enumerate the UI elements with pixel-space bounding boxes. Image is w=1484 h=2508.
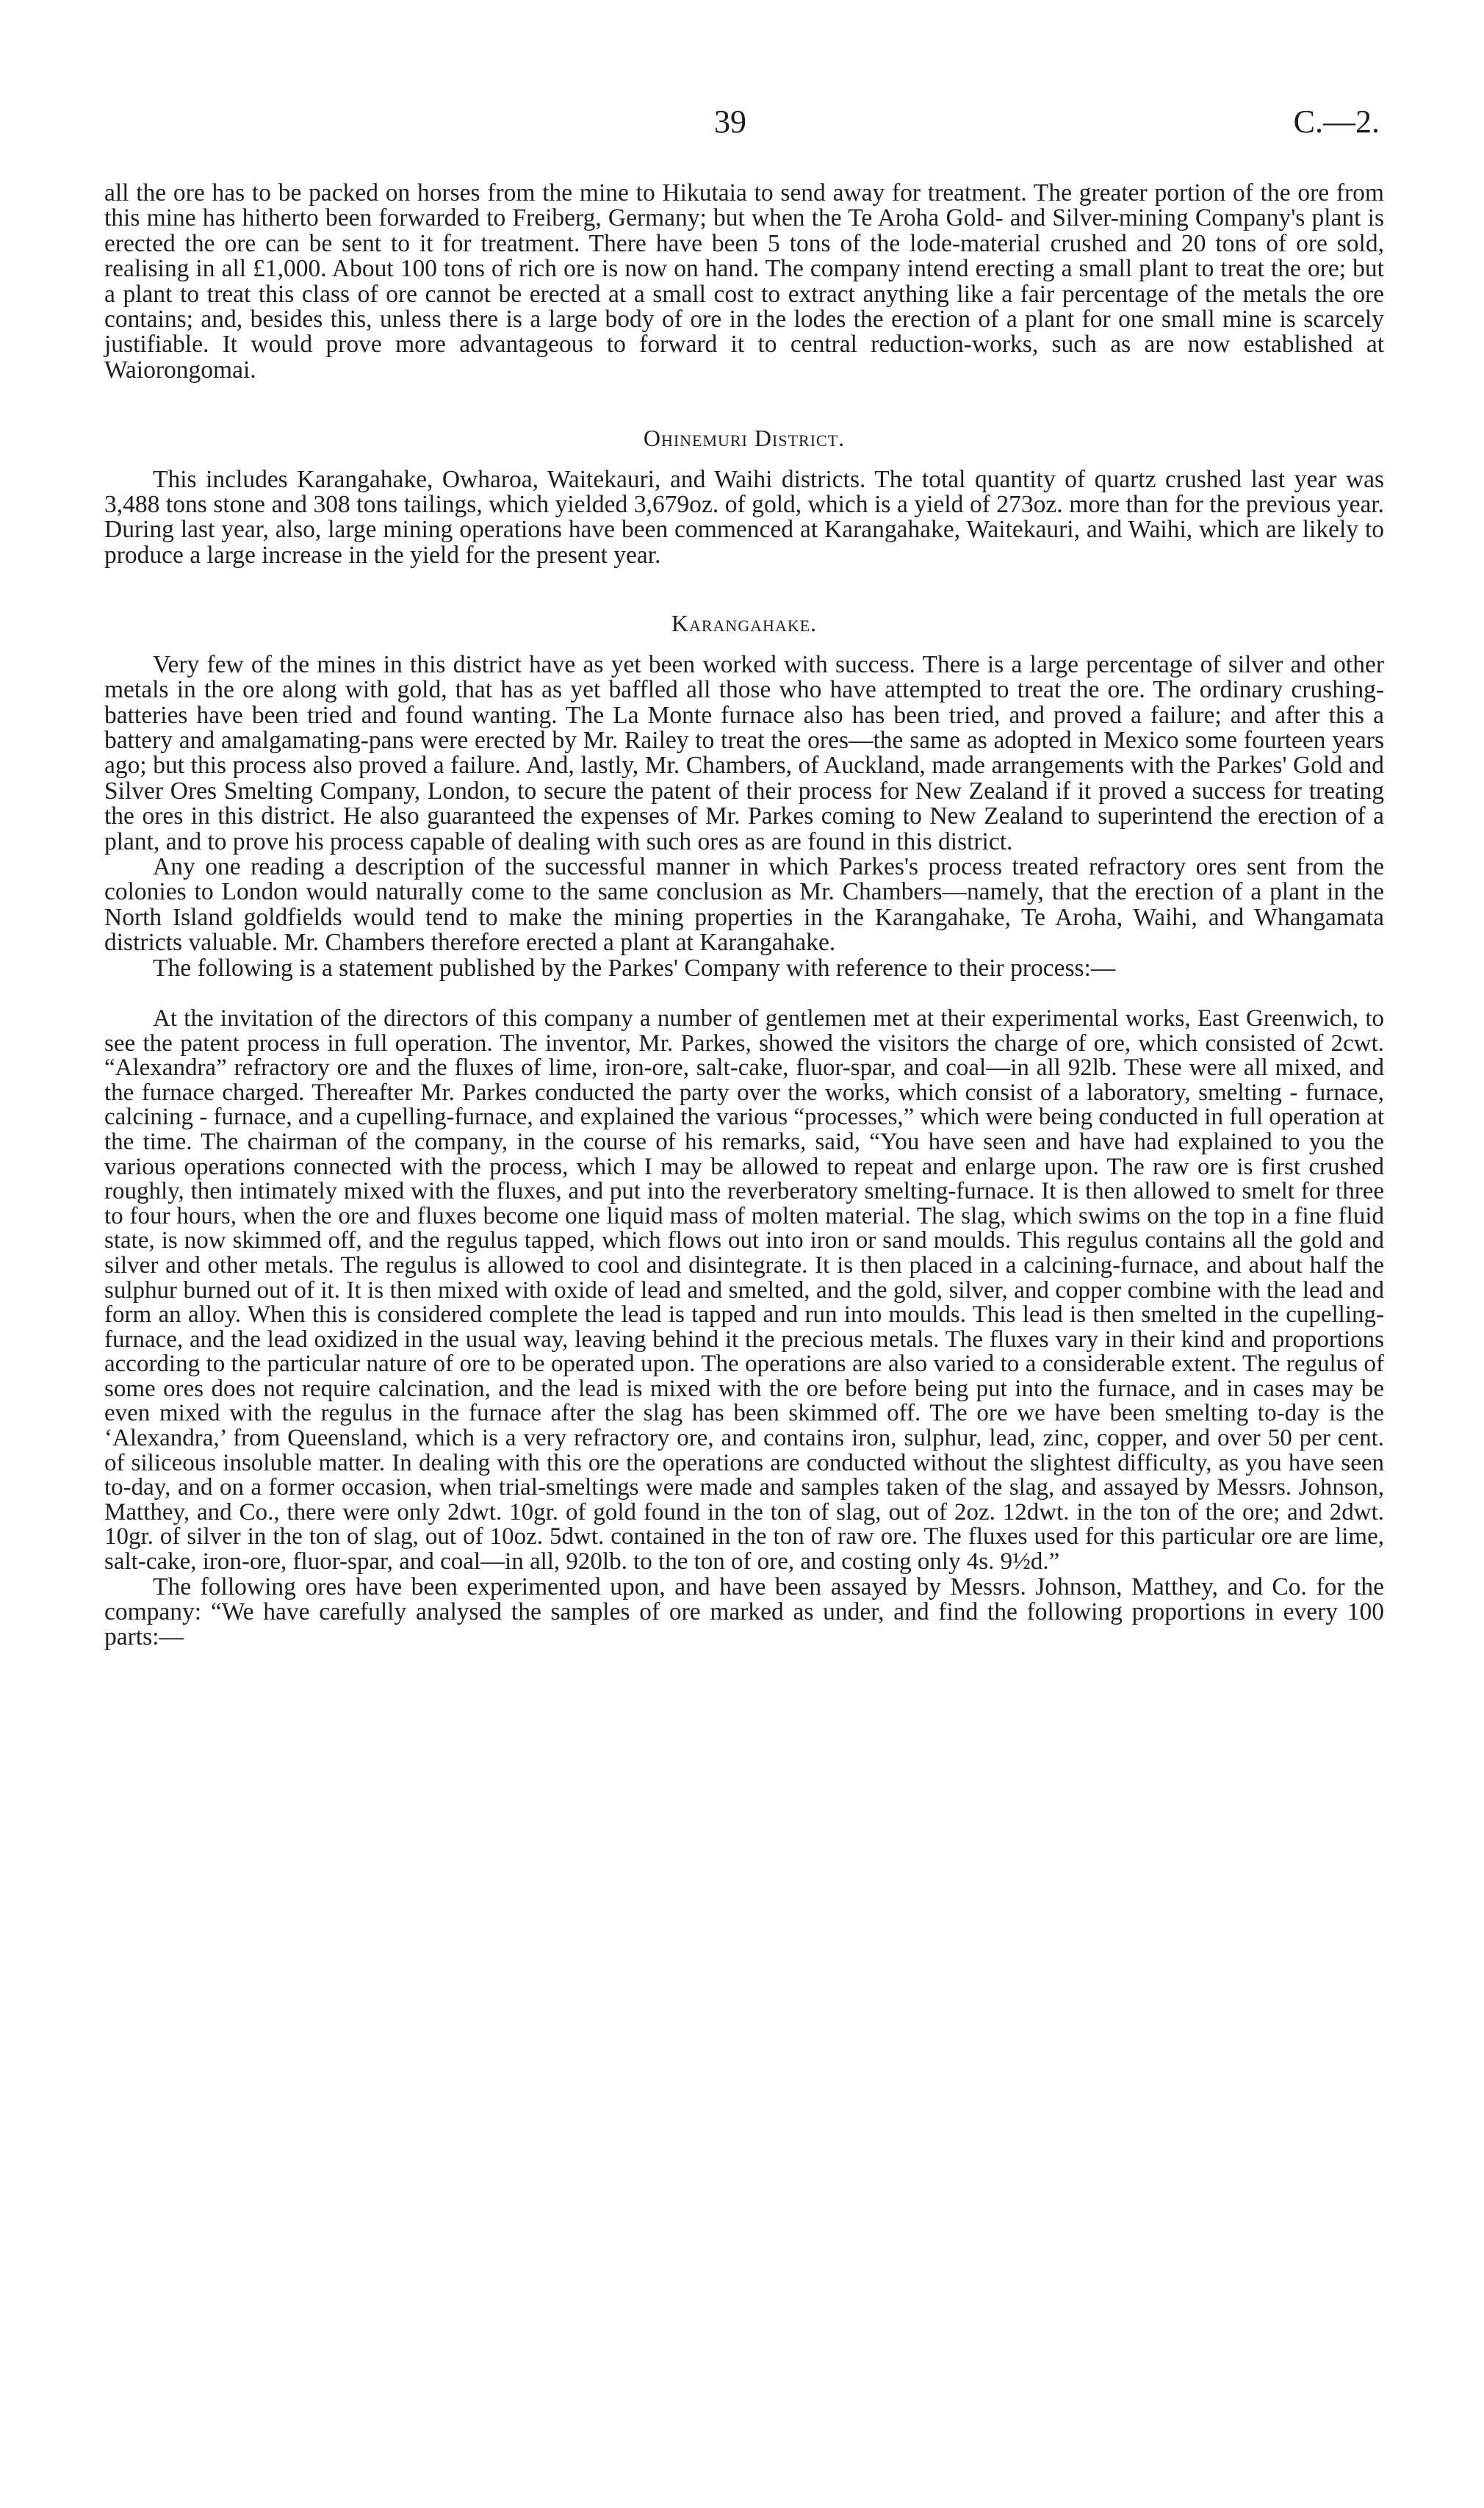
paragraph-karangahake-3: The following is a statement published by the Parkes' Company with reference to their process:—: [153, 954, 1116, 982]
paragraph-ohinemuri: This includes Karangahake, Owharoa, Waitekauri, and Waihi districts. The total quantity of quartz crushed last year was 3,488 tons stone and 308 tons tailings, which yielded 3,679oz. of gold, which is a yield of 273oz. more than for the previous year. During last year, also, large mining operations have been commenced at Karangahake, Waitekauri, and Waihi, which are likely to produce a large increase in the yield for the present year.: [104, 465, 1384, 569]
paragraph-intro: all the ore has to be packed on horses from the mine to Hikutaia to send away for treatment. The greater portion of the ore from this mine has hitherto been forwarded to Freiberg, Germany; but when the Te Aroha Gold- and Silver-mining Company's plant is erected the ore can be sent to it for treatment. There have been 5 tons of the lode-material crushed and 20 tons of ore sold, realising in all £1,000. About 100 tons of rich ore is now on hand. The company intend erecting a small plant to treat the ore; but a plant to treat this class of ore cannot be erected at a small cost to extract anything like a fair percentage of the metals the ore contains; and, besides this, unless there is a large body of ore in the lodes the erection of a plant for one small mine is scarcely justifiable. It would prove more advantageous to forward it to central reduction-works, such as are now established at Waiorongomai.: [104, 179, 1384, 384]
paragraph-assay-intro: The following ores have been experimented upon, and have been assayed by Messrs. Johnson, Matthey, and Co. for the company: “We have carefully analysed the samples of ore marked as under, and find the following proportions in every 100 parts:—: [104, 1573, 1384, 1651]
page-header: [0, 103, 1484, 154]
heading-karangahake: Karangahake.: [671, 610, 818, 637]
page-reference: C.—2.: [1293, 104, 1380, 140]
paragraph-karangahake-2: Any one reading a description of the successful manner in which Parkes's process treated refractory ores sent from the colonies to London would naturally come to the same conclusion as Mr. Chambers—namely, that the erection of a plant in the North Island goldfields would tend to make the mining properties in the Karangahake, Te Aroha, Waihi, and Whangamata districts valuable. Mr. Chambers therefore erected a plant at Karangahake.: [104, 852, 1384, 957]
page-number: 39: [714, 104, 746, 140]
quoted-statement: At the invitation of the directors of this company a number of gentlemen met at their experimental works, East Greenwich, to see the patent process in full operation. The inventor, Mr. Parkes, showed the visitors the charge of ore, which consisted of 2cwt. “Alexandra” refractory ore and the fluxes of lime, iron-ore, salt-cake, fluor-spar, and coal—in all 92lb. These were all mixed, and the furnace charged. Thereafter Mr. Parkes conducted the party over the works, which consist of a laboratory, smelting - furnace, calcining - furnace, and a cupelling-furnace, and explained the various “processes,” which were being conducted in full operation at the time. The chairman of the company, in the course of his remarks, said, “You have seen and have had explained to you the various operations connected with the process, which I may be allowed to repeat and enlarge upon. The raw ore is first crushed roughly, then intimately mixed with the fluxes, and put into the reverberatory smelting-furnace. It is then allowed to smelt for three to four hours, when the ore and fluxes become one liquid mass of molten material. The slag, which swims on the top in a fine fluid state, is now skimmed off, and the regulus tapped, which flows out into iron or sand moulds. This regulus contains all the gold and silver and other metals. The regulus is allowed to cool and disintegrate. It is then placed in a calcining-furnace, and about half the sulphur burned out of it. It is then mixed with oxide of lead and smelted, and the gold, silver, and copper combine with the lead and form an alloy. When this is considered complete the lead is tapped and run into moulds. This lead is then smelted in the cupelling-furnace, and the lead oxidized in the usual way, leaving behind it the precious metals. The fluxes vary in their kind and proportions according to the particular nature of ore to be operated upon. The operations are also varied to a considerable extent. The regulus of some ores does not require calcination, and the lead is mixed with the ore before being put into the furnace, and in cases may be even mixed with the regulus in the furnace after the slag has been skimmed off. The ore we have been smelting to-day is the ‘Alexandra,’ from Queensland, which is a very refractory ore, and contains iron, sulphur, lead, zinc, copper, and over 50 per cent. of siliceous insoluble matter. In dealing with this ore the operations are conducted without the slightest difficulty, as you have seen to-day, and on a former occasion, when trial-smeltings were made and samples taken of the slag, and assayed by Messrs. Johnson, Matthey, and Co., there were only 2dwt. 10gr. of gold found in the ton of slag, out of 2oz. 12dwt. in the ton of the ore; and 2dwt. 10gr. of silver in the ton of slag, out of 10oz. 5dwt. contained in the ton of raw ore. The fluxes used for this particular ore are lime, salt-cake, iron-ore, fluor-spar, and coal—in all, 920lb. to the ton of ore, and costing only 4s. 9½d.”: [104, 1005, 1384, 1575]
paragraph-karangahake-1: Very few of the mines in this district have as yet been worked with success. There is a large percentage of silver and other metals in the ore along with gold, that has as yet baffled all those who have attempted to treat the ore. The ordinary crushing-batteries have been tried and found wanting. The La Monte furnace also has been tried, and proved a failure; and after this a battery and amalgamating-pans were erected by Mr. Railey to treat the ores—the same as adopted in Mexico some fourteen years ago; but this process also proved a failure. And, lastly, Mr. Chambers, of Auckland, made arrangements with the Parkes' Gold and Silver Ores Smelting Company, London, to secure the patent of their process for New Zealand if it proved a success for treating the ores in this district. He also guaranteed the expenses of Mr. Parkes coming to New Zealand to superintend the erection of a plant, and to prove his process capable of dealing with such ores as are found in this district.: [104, 650, 1384, 855]
page-body: [104, 181, 1384, 1650]
heading-ohinemuri-district: Ohinemuri District.: [643, 425, 846, 452]
